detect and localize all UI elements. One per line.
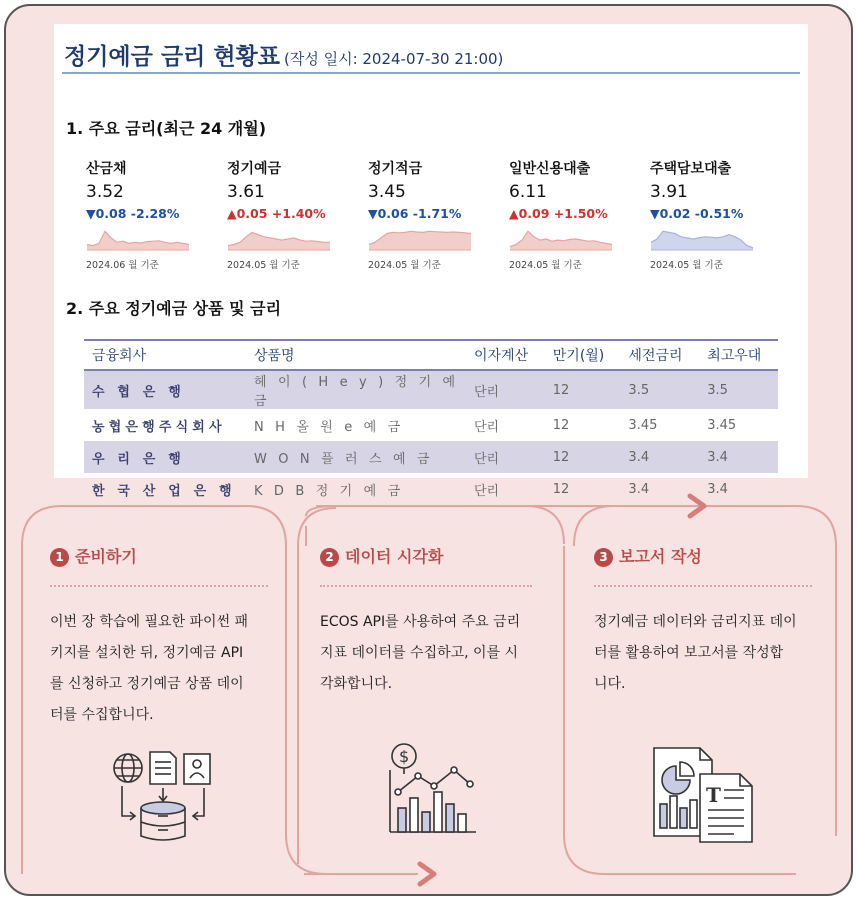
step-title: 데이터 시각화 [345, 547, 444, 566]
dotted-divider [320, 585, 532, 587]
column-header: 만기(월) [545, 340, 621, 370]
column-header: 이자계산 [466, 340, 545, 370]
dotted-divider [50, 585, 268, 587]
step-prepare [46, 494, 276, 884]
step-description [594, 607, 819, 700]
rate-base-date: 2024.05 월 기준 [509, 260, 582, 271]
interest-cell: 단리 [466, 370, 545, 409]
interest-cell: 단리 [474, 483, 500, 499]
sparkline-chart [509, 225, 613, 251]
sparkline-area [651, 231, 753, 250]
sparkline-chart [368, 225, 472, 251]
step-number: 3 [594, 548, 613, 567]
rate-change: ▼0.06 -1.71% [368, 206, 462, 221]
rate-value: 3.91 [650, 182, 688, 202]
rate-cell: 3.4 [620, 441, 699, 473]
product-cell: N H 올 원 e 예 금 [254, 419, 404, 435]
report-document-icon [648, 744, 758, 844]
sparkline-area [369, 231, 471, 250]
rate-change: ▼0.08 -2.28% [86, 206, 180, 221]
description-line: 각화합니다. [320, 676, 393, 692]
product-cell: K D B 정 기 예 금 [254, 483, 404, 499]
bank-cell: 농협은행주식회사 [92, 419, 226, 435]
title-divider [62, 72, 800, 74]
column-header: 금융회사 [84, 340, 246, 370]
figure-frame [4, 4, 853, 896]
rate-name: 정기적금 [368, 161, 423, 177]
term-cell: 12 [545, 441, 621, 473]
step-number: 1 [50, 548, 69, 567]
table-row [84, 409, 778, 441]
product-cell: W O N 플 러 스 예 금 [246, 441, 466, 473]
rate-name: 주택담보대출 [650, 161, 732, 177]
rate-base-date: 2024.06 월 기준 [86, 260, 159, 271]
term-cell: 12 [552, 417, 570, 433]
rate-change: ▲0.05 +1.40% [227, 206, 326, 221]
description-line: 를 신청하고 정기예금 상품 데이 [50, 676, 244, 692]
step-label [320, 544, 443, 567]
bank-cell: 수 협 은 행 [84, 370, 246, 409]
sparkline-chart [650, 225, 754, 251]
section-title-products: 2. 주요 정기예금 상품 및 금리 [66, 299, 282, 318]
step-report [594, 494, 824, 884]
rate-base-date: 2024.05 월 기준 [227, 260, 300, 271]
chart-dollar-icon [384, 740, 480, 836]
table-row [84, 370, 778, 409]
report-subtitle: (작성 일시: 2024-07-30 21:00) [283, 50, 504, 68]
column-header: 세전금리 [620, 340, 699, 370]
step-number: 2 [320, 548, 339, 567]
report-title: 정기예금 금리 현황표 [64, 44, 280, 70]
rate-name: 정기예금 [227, 161, 282, 177]
description-line: ECOS API를 사용하여 주요 금리 [320, 614, 521, 630]
rate-name: 산금채 [86, 161, 127, 177]
description-line: 터를 수집합니다. [50, 707, 154, 723]
rate-card [650, 158, 780, 278]
max-rate-cell: 3.4 [699, 441, 778, 473]
bank-cell: 우 리 은 행 [84, 441, 246, 473]
rate-value: 3.61 [227, 182, 265, 202]
report-title-row [64, 38, 503, 71]
svg-text:T: T [706, 783, 721, 807]
description-line: 니다. [594, 676, 626, 692]
step-description [50, 607, 275, 731]
product-table [84, 339, 778, 505]
description-line: 지표 데이터를 수집하고, 이를 시 [320, 645, 519, 661]
rate-cell: 3.45 [628, 417, 658, 433]
step-title: 준비하기 [75, 547, 137, 566]
term-cell: 12 [552, 481, 570, 497]
rate-card [509, 158, 639, 278]
step-title: 보고서 작성 [619, 547, 702, 566]
description-line: 키지를 설치한 뒤, 정기예금 API [50, 645, 244, 661]
step-description [320, 607, 545, 700]
rate-change: ▲0.09 +1.50% [509, 206, 608, 221]
rate-name: 일반신용대출 [509, 161, 591, 177]
description-line: 정기예금 데이터와 금리지표 데이 [594, 614, 797, 630]
rate-card [86, 158, 216, 278]
rate-card [227, 158, 357, 278]
rate-card [368, 158, 498, 278]
dotted-divider [594, 585, 812, 587]
max-rate-cell: 3.4 [707, 481, 728, 497]
step-label [594, 544, 702, 567]
max-rate-cell: 3.5 [699, 370, 778, 409]
product-cell: 헤 이 ( H e y ) 정 기 예 금 [246, 370, 466, 409]
sparkline-chart [86, 225, 190, 251]
description-line: 이번 장 학습에 필요한 파이썬 패 [50, 614, 249, 630]
interest-cell: 단리 [474, 419, 500, 435]
description-line: 터를 활용하여 보고서를 작성합 [594, 645, 784, 661]
rate-base-date: 2024.05 월 기준 [368, 260, 441, 271]
table-row [84, 441, 778, 473]
rate-cell: 3.4 [628, 481, 650, 497]
database-documents-icon [108, 746, 218, 846]
svg-text:$: $ [399, 747, 410, 766]
max-rate-cell: 3.45 [707, 417, 737, 433]
interest-cell: 단리 [466, 441, 545, 473]
rate-value: 3.45 [368, 182, 406, 202]
rate-report [54, 24, 808, 499]
column-header: 최고우대 [699, 340, 778, 370]
sparkline-chart [227, 225, 331, 251]
table-header-row [84, 340, 778, 370]
term-cell: 12 [545, 370, 621, 409]
rate-base-date: 2024.05 월 기준 [650, 260, 723, 271]
rate-value: 6.11 [509, 182, 547, 202]
section-title-rates: 1. 주요 금리(최근 24 개월) [66, 119, 267, 138]
step-visualize [316, 494, 546, 884]
rate-value: 3.52 [86, 182, 124, 202]
bank-cell: 한 국 산 업 은 행 [92, 483, 236, 499]
column-header: 상품명 [246, 340, 466, 370]
step-label [50, 544, 137, 567]
sparkline-area [87, 231, 189, 250]
rate-change: ▼0.02 -0.51% [650, 206, 744, 221]
rate-cell: 3.5 [620, 370, 699, 409]
